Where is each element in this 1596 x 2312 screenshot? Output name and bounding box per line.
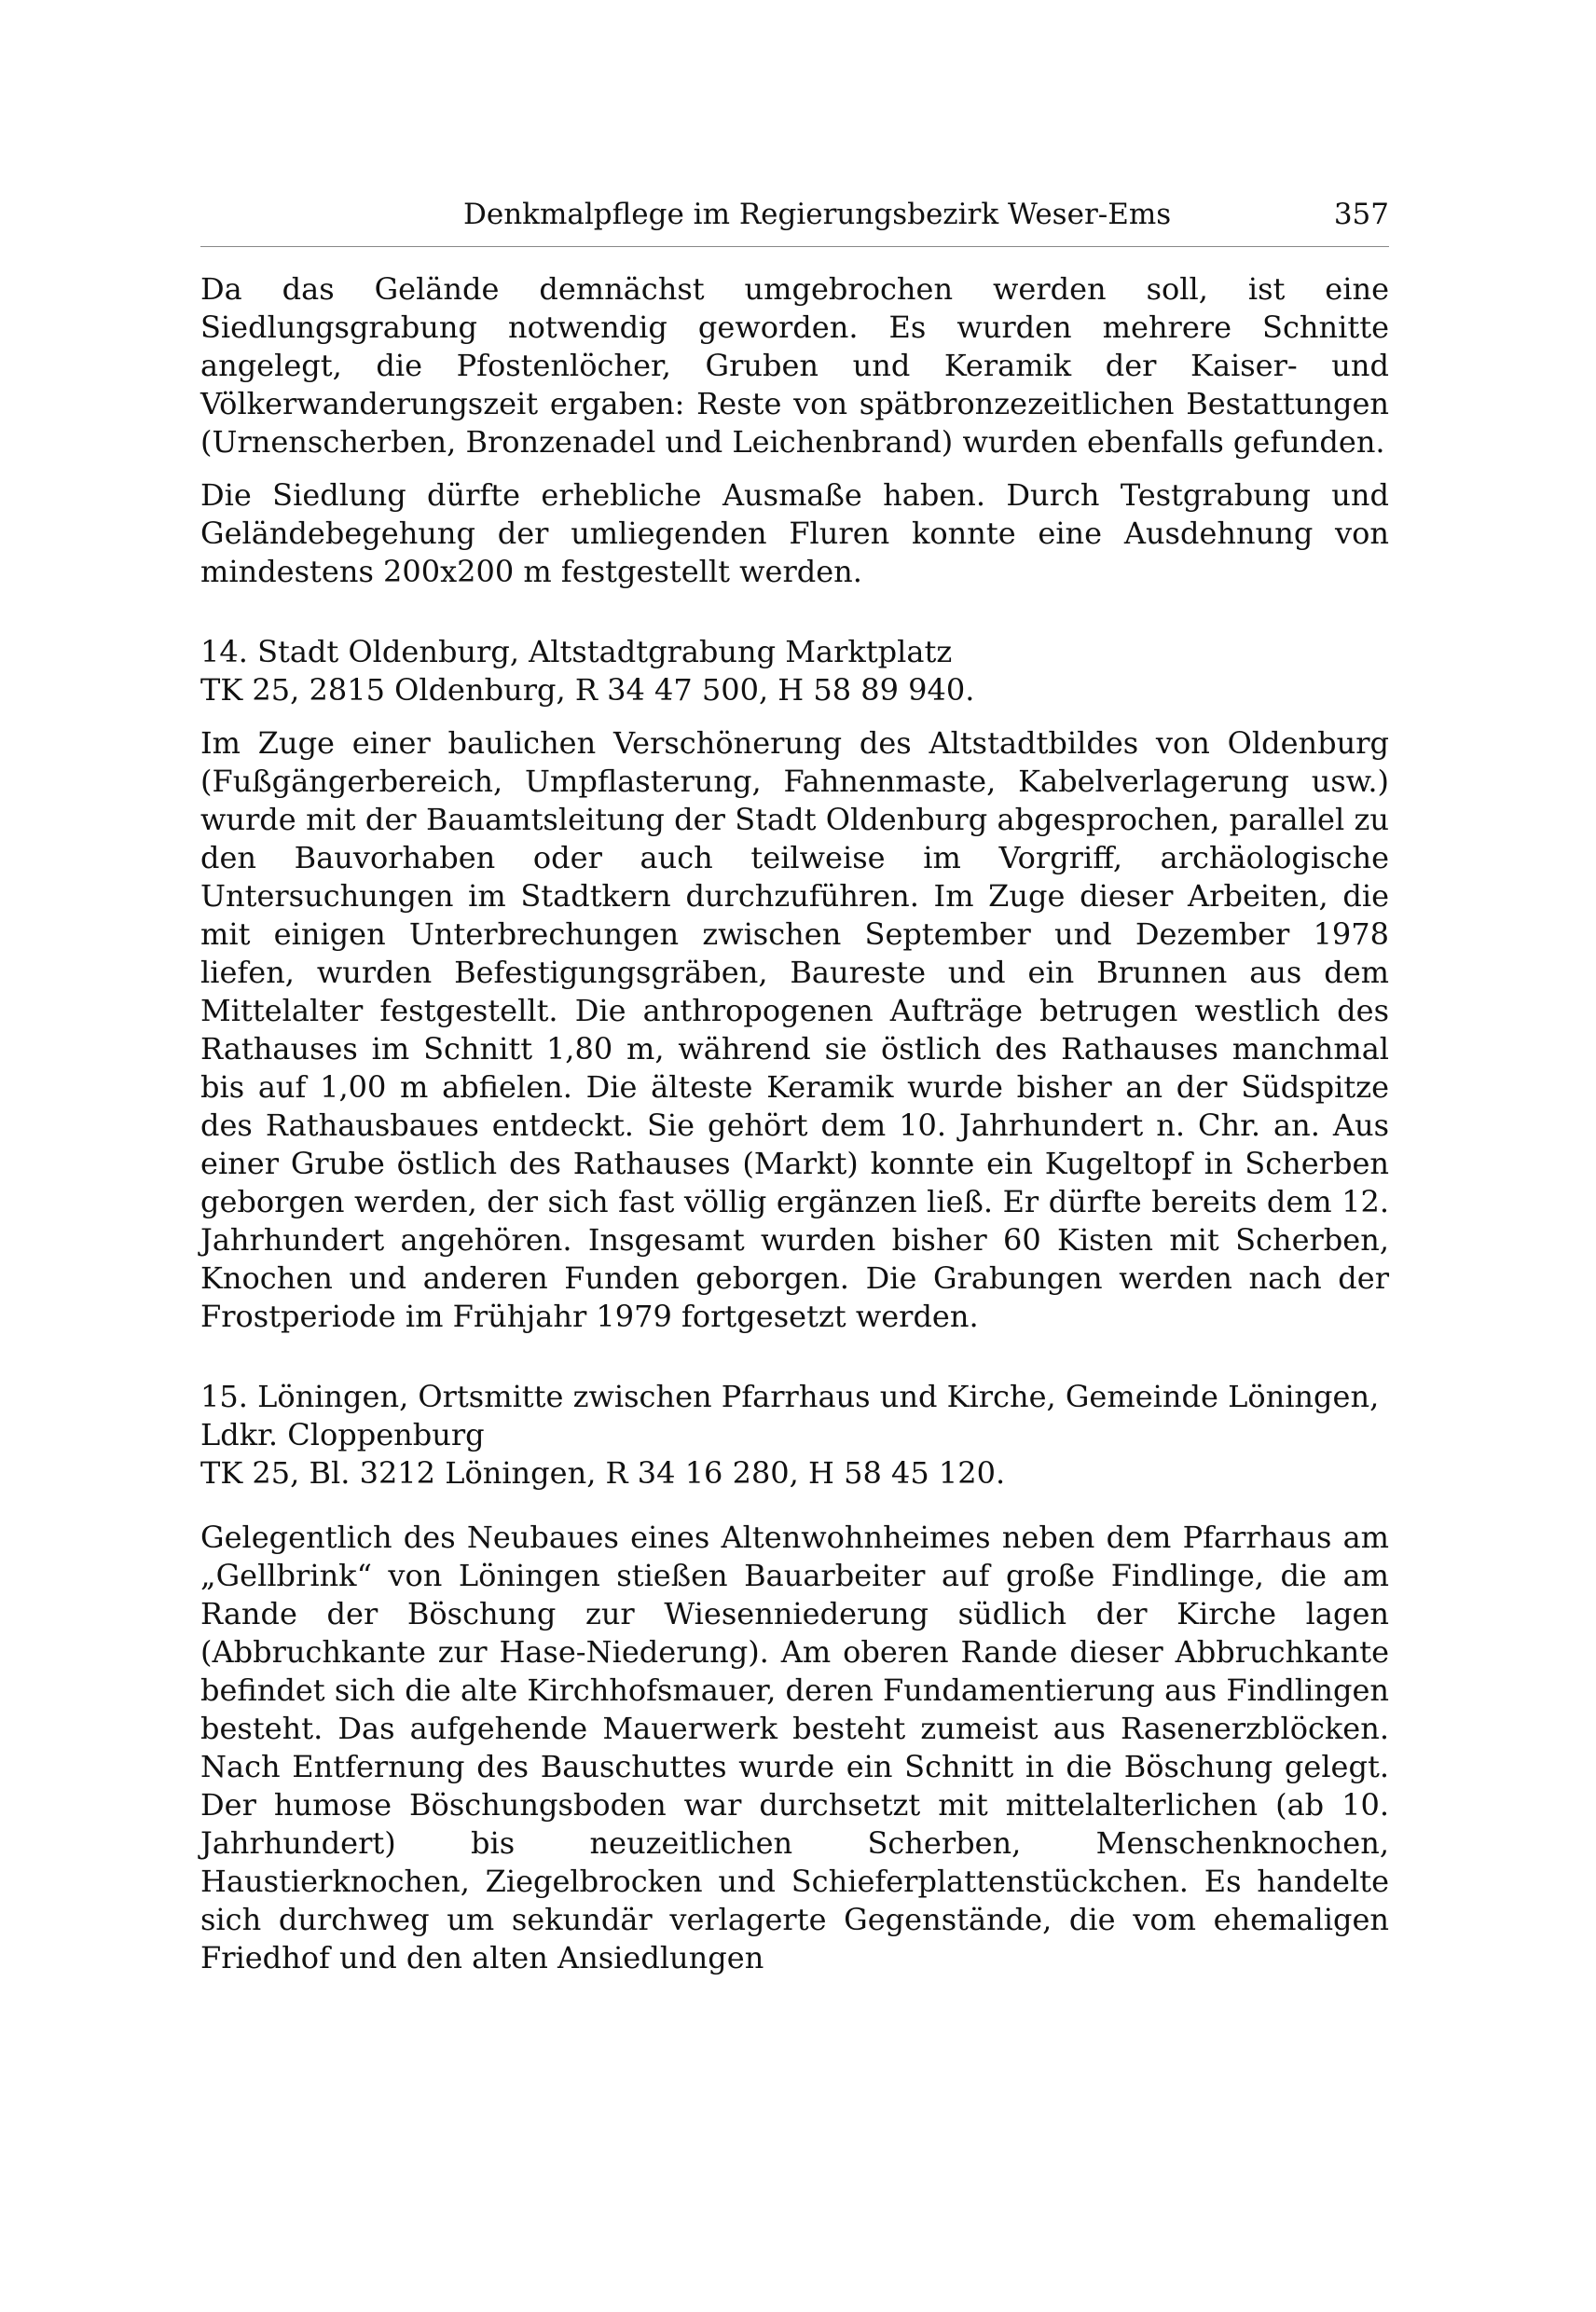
body-text bbox=[200, 270, 1389, 1977]
entry-heading-14 bbox=[200, 633, 1389, 709]
paragraph-siedlungsgrabung: Da das Gelände demnächst umgebrochen werden soll, ist eine Siedlungsgrabung notwendig geworden. Es wurden mehrere Schnitte angelegt, die Pfostenlöcher, Gruben und Keramik der Kaiser- und Völkerwanderungszeit ergaben: Reste von spätbronzezeitlichen Bestattungen (Urnenscherben, Bronzenadel und Leichenbrand) wurden ebenfalls gefunden. bbox=[200, 271, 1389, 460]
entry-15-map-reference: TK 25, Bl. 3212 Löningen, R 34 16 280, H 58 45 120. bbox=[200, 1455, 1006, 1491]
page-content bbox=[200, 186, 1389, 1992]
running-title: Denkmalpflege im Regierungsbezirk Weser-Ems bbox=[463, 198, 1172, 231]
entry-15-title: 15. Löningen, Ortsmitte zwischen Pfarrhaus und Kirche, Gemeinde Löningen, bbox=[200, 1379, 1380, 1414]
paragraph-siedlung-ausmasse: Die Siedlung dürfte erhebliche Ausmaße haben. Durch Testgrabung und Geländebegehung der umliegenden Fluren konnte eine Ausdehnung von mindestens 200x200 m festgestellt werden. bbox=[200, 477, 1389, 589]
entry-14-map-reference: TK 25, 2815 Oldenburg, R 34 47 500, H 58 89 940. bbox=[200, 672, 975, 708]
entry-15-district: Ldkr. Cloppenburg bbox=[200, 1417, 485, 1452]
entry-heading-15 bbox=[200, 1378, 1389, 1493]
page-number: 357 bbox=[1333, 198, 1389, 231]
entry-14-title: 14. Stadt Oldenburg, Altstadtgrabung Marktplatz bbox=[200, 634, 953, 669]
header-rule bbox=[200, 246, 1389, 247]
entry-15-text: Gelegentlich des Neubaues eines Altenwohnheimes neben dem Pfarrhaus am „Gellbrink“ von Löningen stießen Bauarbeiter auf große Findlinge, die am Rande der Böschung zur Wiesenniederung südlich der Kirche lagen (Abbruchkante zur Hase-Niederung). Am oberen Rande dieser Abbruchkante befindet sich die alte Kirchhofsmauer, deren Fundamentierung aus Findlingen besteht. Das aufgehende Mauerwerk besteht zumeist aus Rasenerzblöcken. Nach Entfernung des Bauschuttes wurde ein Schnitt in die Böschung gelegt. Der humose Böschungsboden war durchsetzt mit mittelalterlichen (ab 10. Jahrhundert) bis neuzeitlichen Scherben, Menschenknochen, Haustierknochen, Ziegelbrocken und Schieferplattenstückchen. Es handelte sich durchweg um sekundär verlagerte Gegenstände, die vom ehemaligen Friedhof und den alten Ansiedlungen bbox=[200, 1520, 1389, 1975]
running-head bbox=[200, 186, 1389, 242]
entry-14-text: Im Zuge einer baulichen Verschönerung des Altstadtbildes von Oldenburg (Fußgängerbereich, Umpflasterung, Fahnenmaste, Kabelverlagerung usw.) wurde mit der Bauamtsleitung der Stadt Oldenburg abgesprochen, parallel zu den Bauvorhaben oder auch teilweise im Vorgriff, archäologische Untersuchungen im Stadtkern durchzuführen. Im Zuge dieser Arbeiten, die mit einigen Unterbrechungen zwischen September und Dezember 1978 liefen, wurden Befestigungsgräben, Baureste und ein Brunnen aus dem Mittelalter festgestellt. Die anthropogenen Aufträge betrugen westlich des Rathauses im Schnitt 1,80 m, während sie östlich des Rathauses manchmal bis auf 1,00 m abfielen. Die älteste Keramik wurde bisher an der Südspitze des Rathausbaues entdeckt. Sie gehört dem 10. Jahrhundert n. Chr. an. Aus einer Grube östlich des Rathauses (Markt) konnte ein Kugeltopf in Scherben geborgen werden, der sich fast völlig ergänzen ließ. Er dürfte bereits dem 12. Jahrhundert angehören. Insgesamt wurden bisher 60 Kisten mit Scherben, Knochen und anderen Funden geborgen. Die Grabungen werden nach der Frostperiode im Frühjahr 1979 fortgesetzt werden. bbox=[200, 725, 1389, 1334]
